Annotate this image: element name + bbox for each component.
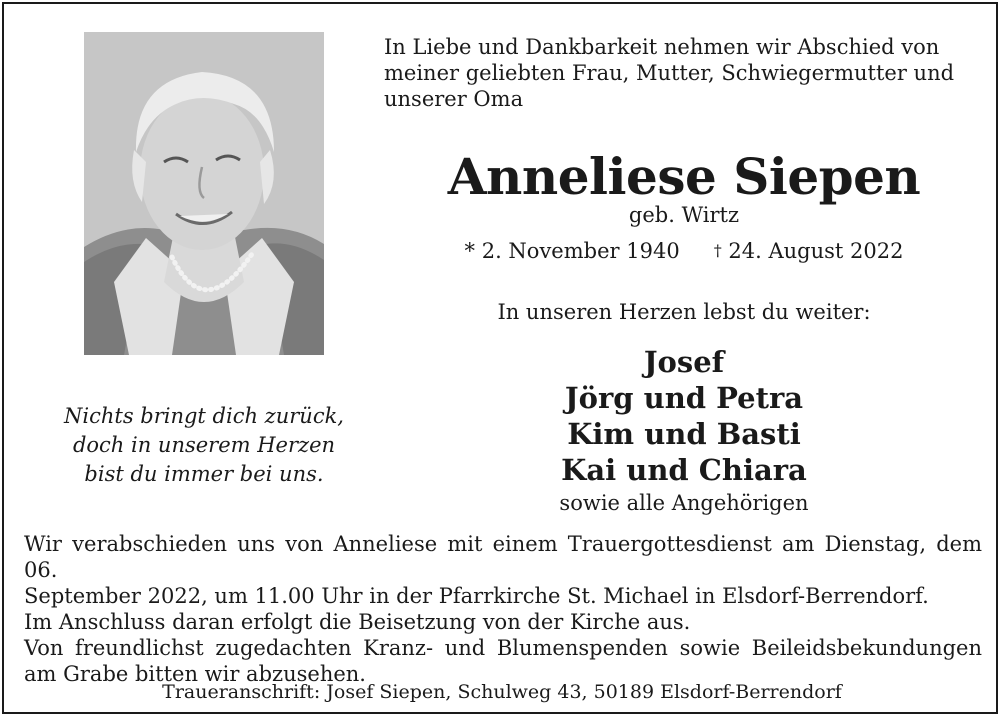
heart-line: In unseren Herzen lebst du weiter: [497,300,871,324]
portrait-photo [84,32,324,355]
mourning-address: Traueranschrift: Josef Siepen, Schulweg 43, 50189 Elsdorf-Berrendorf [162,681,842,703]
service-line: September 2022, um 11.00 Uhr in der Pfarrkirche St. Michael in Elsdorf-Berrendorf. [24,584,929,608]
birth-date: 2. November 1940 [481,239,680,263]
memorial-quote [24,402,384,489]
intro-line: In Liebe und Dankbarkeit nehmen wir Abschied von [384,35,940,59]
intro-line: meiner geliebten Frau, Mutter, Schwiegermutter und [384,61,955,85]
obituary-notice [2,2,998,714]
maiden-name: geb. Wirtz [628,203,740,227]
deceased-name: Anneliese Siepen [447,147,921,206]
service-line: am Grabe bitten wir abzusehen. [24,662,366,686]
quote-line: bist du immer bei uns. [84,462,324,486]
service-announcement [24,531,982,687]
family-member: Kim und Basti [567,417,801,451]
quote-line: doch in unserem Herzen [72,433,336,457]
death-date: 24. August 2022 [728,239,904,263]
family-member: Kai und Chiara [561,453,807,487]
birth-symbol: * [464,239,476,263]
life-dates [384,237,984,265]
intro-line: unserer Oma [384,87,524,111]
family-member: Josef [643,345,725,379]
portrait-image [84,32,324,355]
family-member: Jörg und Petra [564,381,804,415]
family-list [384,344,984,518]
quote-line: Nichts bringt dich zurück, [64,404,344,428]
intro-text [384,34,984,112]
death-symbol: † [713,241,722,260]
service-line: Von freundlichst zugedachten Kranz- und Blumenspenden sowie Beileidsbekundungen [24,636,982,660]
service-line: Im Anschluss daran erfolgt die Beisetzung von der Kirche aus. [24,610,691,634]
service-line: Wir verabschieden uns von Anneliese mit einem Trauergottesdienst am Dienstag, dem 06. [24,532,982,582]
relatives-line: sowie alle Angehörigen [559,491,809,515]
